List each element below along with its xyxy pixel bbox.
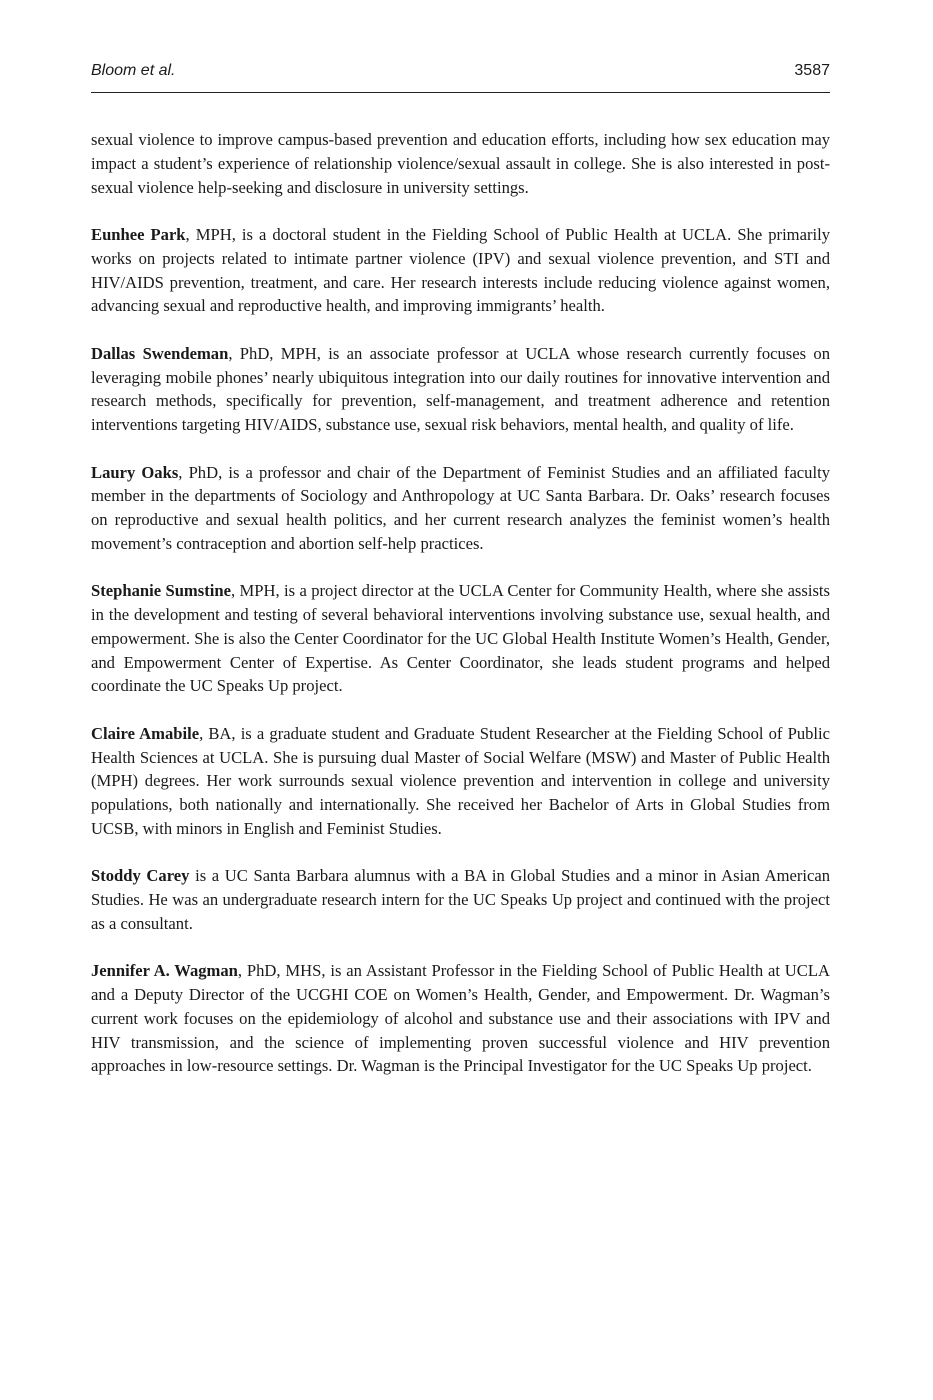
author-name: Dallas Swendeman: [91, 343, 229, 363]
bio-paragraph: [91, 461, 830, 556]
bio-text: , PhD, MPH, is an associate professor at UCLA whose research currently focuses on leveraging mobile phones’ nearly ubiquitous integration into our daily routines for innovative intervention and research methods, specifically for prevention, self-management, and treatment adherence and retention interventions targeting HIV/AIDS, substance use, sexual risk behaviors, mental health, and quality of life.: [91, 343, 830, 434]
bio-paragraph: [91, 722, 830, 841]
bio-paragraph: [91, 959, 830, 1078]
bio-text: , BA, is a graduate student and Graduate Student Researcher at the Fielding School of Public Health Sciences at UCLA. She is pursuing dual Master of Social Welfare (MSW) and Master of Public Health (MPH) degrees. Her work surrounds sexual violence prevention and intervention in college and university populations, both nationally and internationally. She received her Bachelor of Arts in Global Studies from UCSB, with minors in English and Feminist Studies.: [91, 723, 830, 838]
author-name: Claire Amabile: [91, 723, 200, 743]
bio-text: , PhD, MHS, is an Assistant Professor in the Fielding School of Public Health at UCLA and a Deputy Director of the UCGHI COE on Women’s Health, Gender, and Empowerment. Dr. Wagman’s current work focuses on the epidemiology of alcohol and substance use and their associations with IPV and HIV transmission, and the science of implementing proven successful violence and HIV prevention approaches in low-resource settings. Dr. Wagman is the Principal Investigator for the UC Speaks Up project.: [91, 961, 830, 1076]
bio-paragraph: [91, 864, 830, 935]
author-name: Stoddy Carey: [91, 866, 190, 886]
author-name: Laury Oaks: [91, 462, 179, 482]
bio-text: , MPH, is a project director at the UCLA Center for Community Health, where she assists in the development and testing of several behavioral interventions involving substance use, sexual health, and empowerment. She is also the Center Coordinator for the UC Global Health Institute Women’s Health, Gender, and Empowerment Center of Expertise. As Center Coordinator, she leads student programs and helped coordinate the UC Speaks Up project.: [91, 581, 830, 696]
author-name: Eunhee Park: [91, 225, 186, 244]
bio-text: , PhD, is a professor and chair of the Department of Feminist Studies and an affiliated faculty member in the departments of Sociology and Anthropology at UC Santa Barbara. Dr. Oaks’ research focuses on reproductive and sexual health politics, and her current research analyzes the feminist women’s health movement’s contraception and abortion self-help practices.: [91, 462, 830, 553]
bio-paragraph: [91, 579, 830, 698]
bio-text: , MPH, is a doctoral student in the Fielding School of Public Health at UCLA. She primarily works on projects related to intimate partner violence (IPV) and sexual violence prevention, and STI and HIV/AIDS prevention, treatment, and care. Her research interests include reducing violence against women, advancing sexual and reproductive health, and improving immigrants’ health.: [91, 225, 830, 316]
author-bios: [91, 128, 830, 1102]
bio-paragraph: [91, 342, 830, 437]
author-name: Stephanie Sumstine: [91, 581, 231, 601]
page-number: 3587: [794, 62, 830, 79]
bio-paragraph: [91, 223, 830, 318]
running-head: Bloom et al.: [91, 62, 176, 79]
bio-text: is a UC Santa Barbara alumnus with a BA in Global Studies and a minor in Asian American Studies. He was an undergraduate research intern for the UC Speaks Up project and continued with the project as a consultant.: [91, 866, 830, 933]
author-name: Jennifer A. Wagman: [91, 961, 238, 981]
continued-paragraph: sexual violence to improve campus-based prevention and education efforts, including how sex education may impact a student’s experience of relationship violence/sexual assault in college. She is also interested in post-sexual violence help-seeking and disclosure in university settings.: [91, 130, 830, 197]
page-header: [91, 58, 830, 93]
